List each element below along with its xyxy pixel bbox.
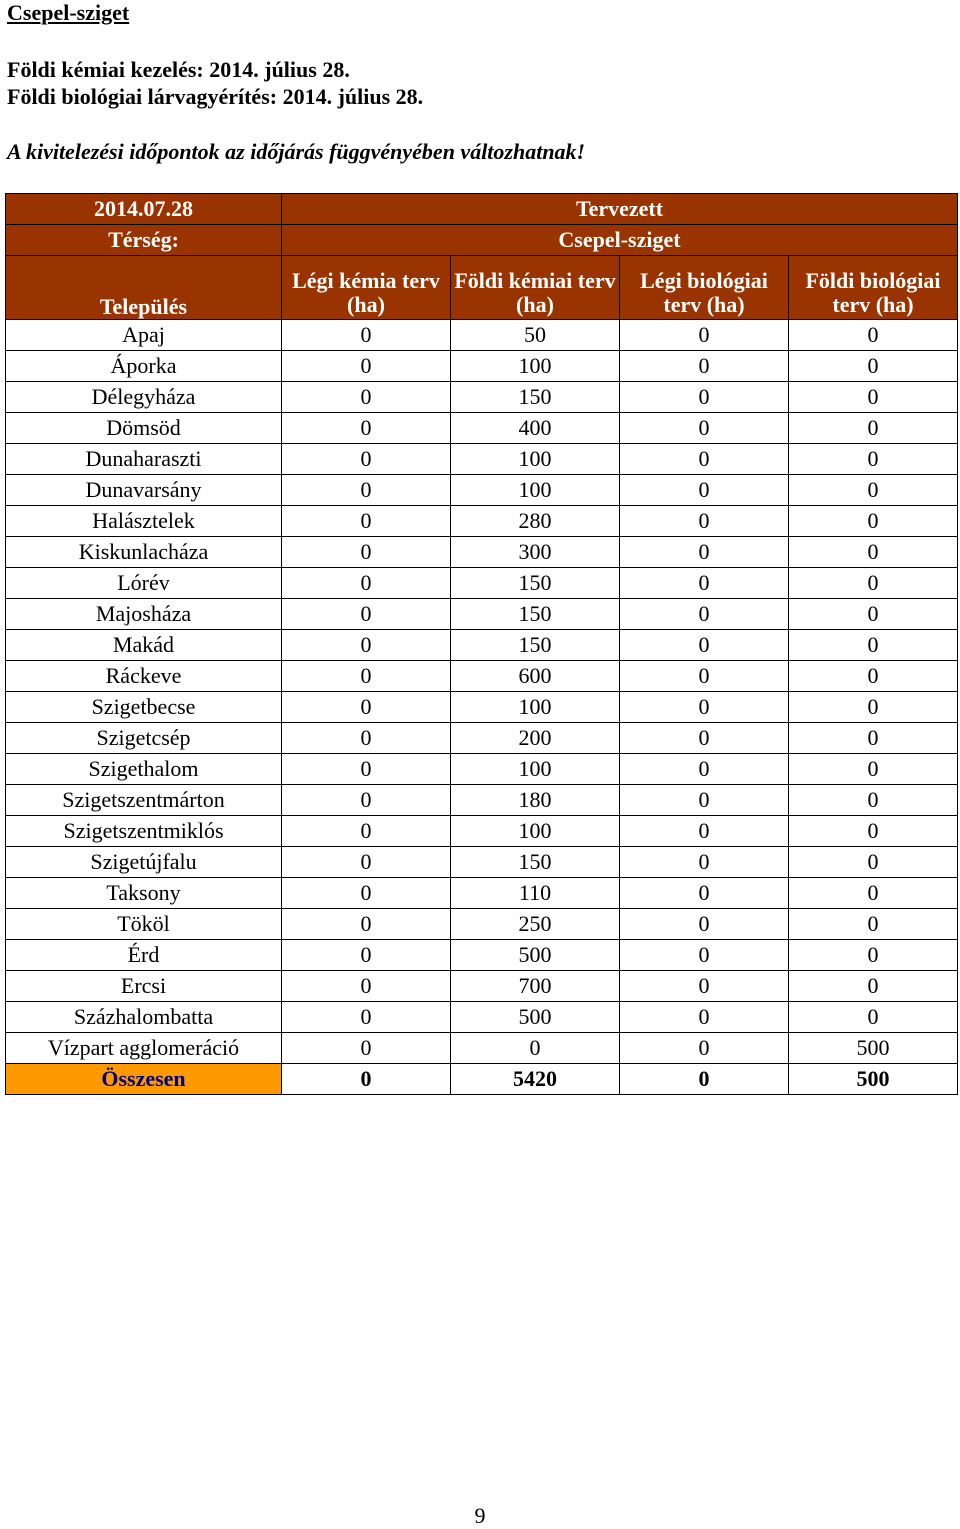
air-biological-value: 0 (620, 971, 789, 1002)
total-label: Összesen (6, 1064, 282, 1095)
biological-treatment-date: Földi biológiai lárvagyérítés: 2014. július 28. (7, 84, 424, 109)
settlement-name-cell: Szigetszentmiklós (6, 816, 282, 847)
weather-notice: A kivitelezési időpontok az időjárás függvényében változhatnak! (7, 139, 586, 164)
ground-chemical-value: 500 (451, 1002, 620, 1033)
table-row (6, 754, 958, 785)
ground-chemical-value: 150 (451, 630, 620, 661)
air-chemical-value: 0 (282, 723, 451, 754)
ground-chemical-value: 100 (451, 692, 620, 723)
ground-chemical-value: 150 (451, 382, 620, 413)
air-biological-value: 0 (620, 506, 789, 537)
air-chemical-value: 0 (282, 475, 451, 506)
table-row (6, 909, 958, 940)
ground-chemical-value: 100 (451, 475, 620, 506)
table-row (6, 568, 958, 599)
ground-chemical-value: 50 (451, 320, 620, 351)
settlement-name-cell: Kiskunlacháza (6, 537, 282, 568)
table-row (6, 816, 958, 847)
table-row (6, 444, 958, 475)
air-chemical-value: 0 (282, 1002, 451, 1033)
ground-chemical-value: 280 (451, 506, 620, 537)
ground-biological-value: 0 (789, 599, 958, 630)
air-chemical-value: 0 (282, 847, 451, 878)
air-chemical-value: 0 (282, 444, 451, 475)
air-biological-value: 0 (620, 723, 789, 754)
table-row (6, 1002, 958, 1033)
ground-chemical-value: 150 (451, 599, 620, 630)
ground-chemical-column-header: Földi kémiai terv (ha) (451, 256, 620, 320)
air-biological-value: 0 (620, 413, 789, 444)
settlement-name-cell: Dunaharaszti (6, 444, 282, 475)
air-chemical-value: 0 (282, 754, 451, 785)
ground-chemical-value: 180 (451, 785, 620, 816)
settlement-column-header: Település (6, 256, 282, 320)
ground-biological-value: 0 (789, 661, 958, 692)
ground-chemical-value: 110 (451, 878, 620, 909)
table-row (6, 506, 958, 537)
treatment-plan-table (5, 193, 958, 1095)
ground-chemical-value: 700 (451, 971, 620, 1002)
air-chemical-value: 0 (282, 909, 451, 940)
settlement-name-cell: Lórév (6, 568, 282, 599)
settlement-name-cell: Makád (6, 630, 282, 661)
settlement-name-cell: Halásztelek (6, 506, 282, 537)
ground-chemical-value: 200 (451, 723, 620, 754)
ground-biological-value: 0 (789, 785, 958, 816)
total-ground-chemical-value: 5420 (451, 1064, 620, 1095)
ground-biological-value: 0 (789, 940, 958, 971)
ground-biological-value: 0 (789, 1002, 958, 1033)
header-row-region (6, 225, 958, 256)
ground-biological-value: 0 (789, 723, 958, 754)
ground-biological-column-header: Földi biológiai terv (ha) (789, 256, 958, 320)
table-row (6, 475, 958, 506)
region-label: Térség: (6, 225, 282, 256)
total-ground-biological-value: 500 (789, 1064, 958, 1095)
ground-chemical-value: 100 (451, 351, 620, 382)
air-chemical-value: 0 (282, 413, 451, 444)
planned-label: Tervezett (282, 194, 958, 225)
air-biological-value: 0 (620, 878, 789, 909)
air-biological-value: 0 (620, 444, 789, 475)
table-row (6, 847, 958, 878)
ground-biological-value: 0 (789, 754, 958, 785)
settlement-name-cell: Dömsöd (6, 413, 282, 444)
ground-chemical-value: 250 (451, 909, 620, 940)
ground-chemical-value: 100 (451, 444, 620, 475)
ground-chemical-value: 150 (451, 568, 620, 599)
settlement-name-cell: Szigetújfalu (6, 847, 282, 878)
air-chemical-value: 0 (282, 382, 451, 413)
table-row (6, 599, 958, 630)
air-biological-value: 0 (620, 1033, 789, 1064)
total-air-chemical-value: 0 (282, 1064, 451, 1095)
region-value: Csepel-sziget (282, 225, 958, 256)
air-biological-value: 0 (620, 847, 789, 878)
table-row (6, 413, 958, 444)
ground-biological-value: 0 (789, 847, 958, 878)
ground-biological-value: 0 (789, 630, 958, 661)
ground-chemical-value: 100 (451, 754, 620, 785)
table-row (6, 351, 958, 382)
ground-chemical-value: 300 (451, 537, 620, 568)
table-row (6, 382, 958, 413)
table-row (6, 320, 958, 351)
table-row (6, 878, 958, 909)
air-chemical-value: 0 (282, 661, 451, 692)
ground-chemical-value: 400 (451, 413, 620, 444)
settlement-name-cell: Majosháza (6, 599, 282, 630)
settlement-name-cell: Ráckeve (6, 661, 282, 692)
ground-biological-value: 0 (789, 692, 958, 723)
page-number: 9 (474, 1503, 486, 1528)
settlement-name-cell: Szigetszentmárton (6, 785, 282, 816)
header-row-date (6, 194, 958, 225)
table-row (6, 661, 958, 692)
air-biological-value: 0 (620, 661, 789, 692)
ground-biological-value: 0 (789, 475, 958, 506)
table-row (6, 692, 958, 723)
settlement-name-cell: Érd (6, 940, 282, 971)
air-chemical-value: 0 (282, 940, 451, 971)
ground-biological-value: 0 (789, 444, 958, 475)
table-row (6, 785, 958, 816)
total-row (6, 1064, 958, 1095)
chemical-treatment-date: Földi kémiai kezelés: 2014. július 28. (7, 57, 350, 82)
table-row (6, 971, 958, 1002)
air-biological-value: 0 (620, 909, 789, 940)
table-row (6, 537, 958, 568)
air-chemical-value: 0 (282, 599, 451, 630)
air-chemical-value: 0 (282, 692, 451, 723)
ground-biological-value: 0 (789, 816, 958, 847)
settlement-name-cell: Szigetcsép (6, 723, 282, 754)
ground-chemical-value: 600 (451, 661, 620, 692)
air-biological-value: 0 (620, 599, 789, 630)
ground-biological-value: 0 (789, 413, 958, 444)
settlement-name-cell: Szigethalom (6, 754, 282, 785)
settlement-name-cell: Szigetbecse (6, 692, 282, 723)
table-row (6, 940, 958, 971)
ground-biological-value: 0 (789, 320, 958, 351)
air-biological-value: 0 (620, 1002, 789, 1033)
table-row (6, 723, 958, 754)
air-chemical-value: 0 (282, 630, 451, 661)
ground-biological-value: 0 (789, 351, 958, 382)
air-biological-value: 0 (620, 382, 789, 413)
total-air-biological-value: 0 (620, 1064, 789, 1095)
ground-chemical-value: 150 (451, 847, 620, 878)
air-chemical-column-header: Légi kémia terv (ha) (282, 256, 451, 320)
settlement-name-cell: Tököl (6, 909, 282, 940)
settlement-name-cell: Százhalombatta (6, 1002, 282, 1033)
settlement-name-cell: Taksony (6, 878, 282, 909)
air-biological-value: 0 (620, 630, 789, 661)
settlement-name-cell: Dunavarsány (6, 475, 282, 506)
ground-biological-value: 0 (789, 382, 958, 413)
page-title: Csepel-sziget (7, 0, 130, 25)
air-biological-value: 0 (620, 537, 789, 568)
ground-biological-value: 0 (789, 971, 958, 1002)
air-chemical-value: 0 (282, 568, 451, 599)
air-chemical-value: 0 (282, 971, 451, 1002)
ground-biological-value: 0 (789, 909, 958, 940)
air-chemical-value: 0 (282, 816, 451, 847)
air-biological-value: 0 (620, 816, 789, 847)
air-biological-value: 0 (620, 692, 789, 723)
ground-chemical-value: 100 (451, 816, 620, 847)
air-chemical-value: 0 (282, 878, 451, 909)
settlement-name-cell: Délegyháza (6, 382, 282, 413)
ground-biological-value: 0 (789, 878, 958, 909)
date-cell: 2014.07.28 (6, 194, 282, 225)
table-row (6, 630, 958, 661)
settlement-name-cell: Vízpart agglomeráció (6, 1033, 282, 1064)
header-row-columns (6, 256, 958, 320)
air-biological-value: 0 (620, 754, 789, 785)
air-biological-value: 0 (620, 785, 789, 816)
air-chemical-value: 0 (282, 506, 451, 537)
ground-biological-value: 0 (789, 506, 958, 537)
air-biological-value: 0 (620, 320, 789, 351)
table-row (6, 1033, 958, 1064)
air-biological-value: 0 (620, 568, 789, 599)
ground-biological-value: 0 (789, 568, 958, 599)
ground-biological-value: 500 (789, 1033, 958, 1064)
ground-chemical-value: 0 (451, 1033, 620, 1064)
air-chemical-value: 0 (282, 1033, 451, 1064)
air-biological-value: 0 (620, 475, 789, 506)
air-chemical-value: 0 (282, 537, 451, 568)
air-chemical-value: 0 (282, 785, 451, 816)
ground-biological-value: 0 (789, 537, 958, 568)
air-chemical-value: 0 (282, 320, 451, 351)
settlement-name-cell: Apaj (6, 320, 282, 351)
air-biological-value: 0 (620, 940, 789, 971)
ground-chemical-value: 500 (451, 940, 620, 971)
settlement-name-cell: Ercsi (6, 971, 282, 1002)
air-biological-column-header: Légi biológiai terv (ha) (620, 256, 789, 320)
settlement-name-cell: Áporka (6, 351, 282, 382)
air-biological-value: 0 (620, 351, 789, 382)
air-chemical-value: 0 (282, 351, 451, 382)
